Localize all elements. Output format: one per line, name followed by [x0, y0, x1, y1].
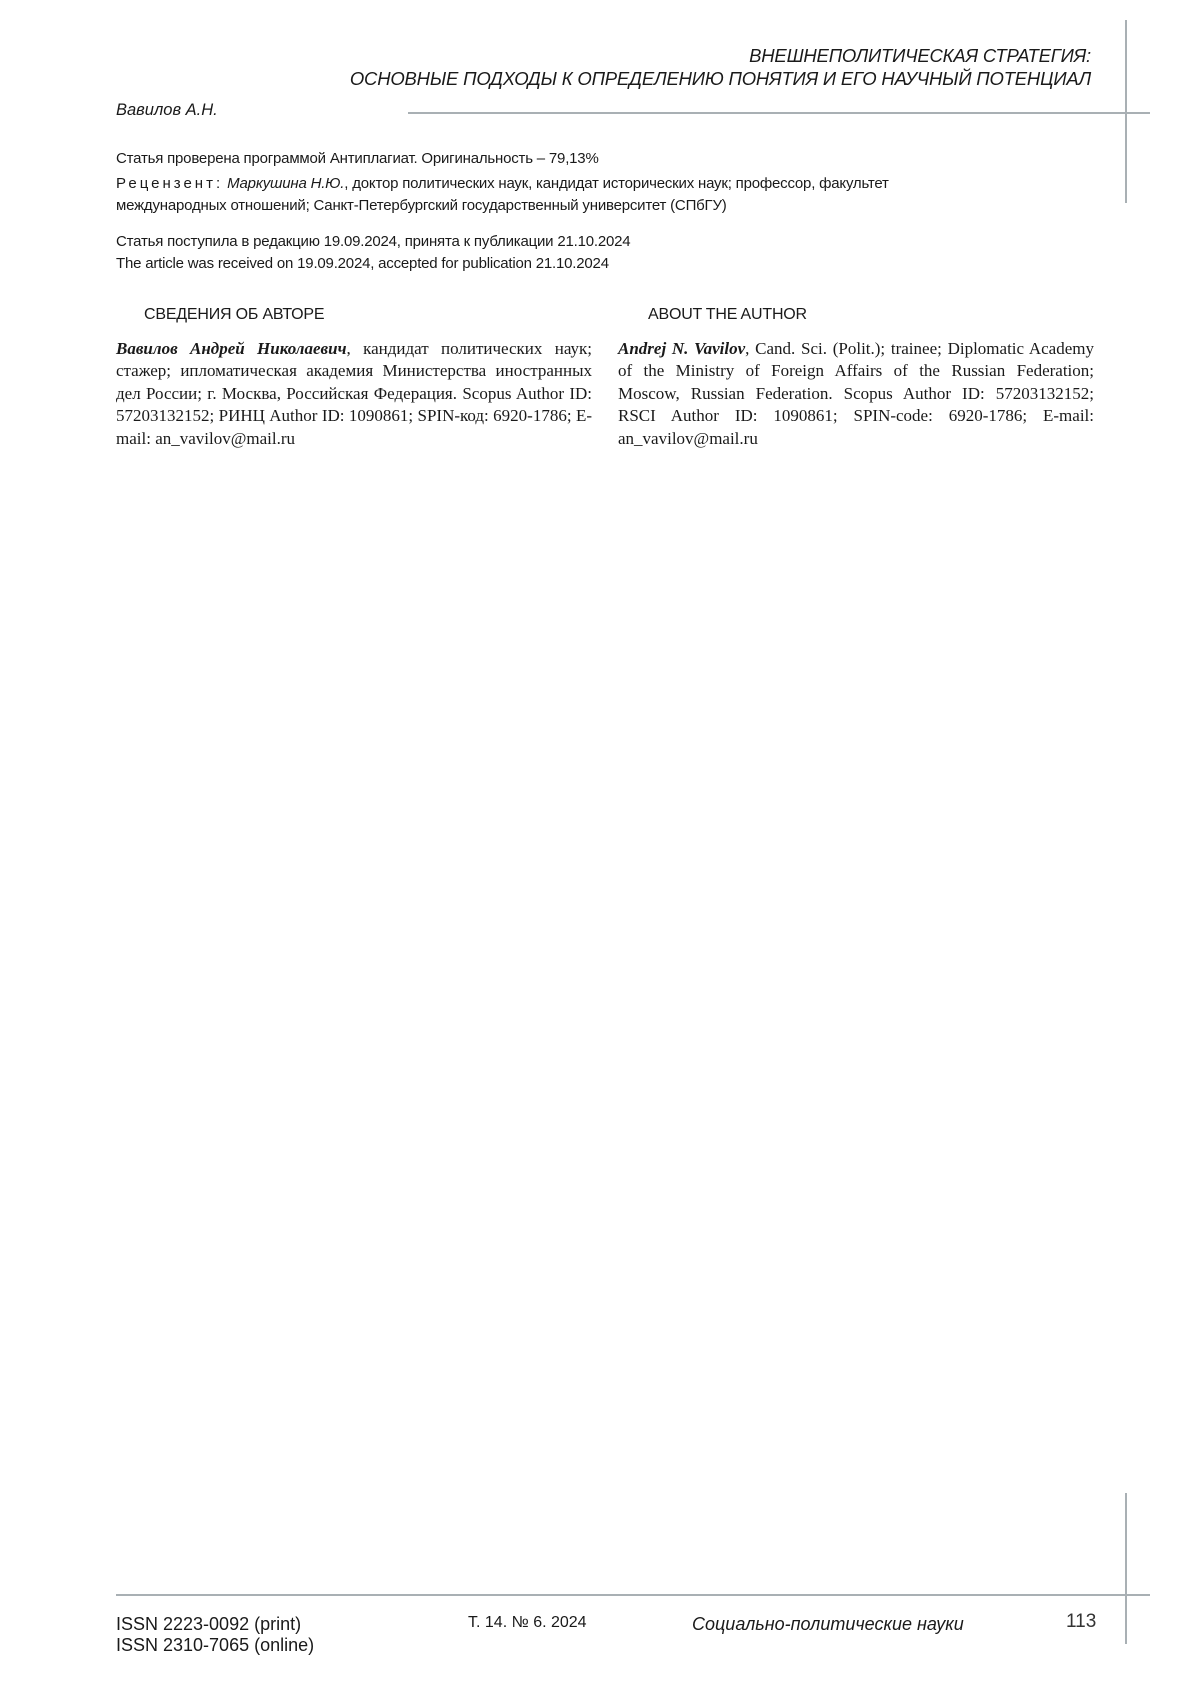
- reviewer-name: Маркушина Н.Ю.: [227, 175, 345, 192]
- reviewer-details-2: международных отношений; Санкт-Петербургский государственный университет (СПбГУ): [116, 197, 727, 214]
- received-en: The article was received on 19.09.2024, accepted for publication 21.10.2024: [116, 255, 609, 272]
- author-en-heading: ABOUT THE AUTHOR: [648, 306, 807, 323]
- author-en-details: , Cand. Sci. (Polit.); trainee; Diplomatic Academy of the Ministry of Foreign Affairs of the Russian Federation; Moscow, Russian Federation. Scopus Author ID: 57203132152; RSCI Author ID: 1090861; SPIN-code: 6920-1786; E-mail: an_vavilov@mail.ru: [618, 339, 1094, 448]
- author-ru-details: , кандидат политических наук; стажер; ипломатическая академия Министерства иностранных дел России; г. Москва, Российская Федерация. Scopus Author ID: 57203132152; РИНЦ Author ID: 1090861; SPIN-код: 6920-1786; E-mail: an_vavilov@mail.ru: [116, 339, 592, 448]
- received-ru: Статья поступила в редакцию 19.09.2024, принята к публикации 21.10.2024: [116, 233, 631, 250]
- reviewer-block: [116, 173, 1076, 217]
- issn-print: ISSN 2223-0092 (print): [116, 1614, 302, 1634]
- author-ru-text: [116, 338, 592, 450]
- author-ru-name: Вавилов Андрей Николаевич: [116, 339, 347, 358]
- author-en-text: [618, 338, 1094, 450]
- running-header-line-1: ВНЕШНЕПОЛИТИЧЕСКАЯ СТРАТЕГИЯ:: [749, 45, 1091, 66]
- footer-issue: Т. 14. № 6. 2024: [468, 1614, 587, 1631]
- author-ru-heading: СВЕДЕНИЯ ОБ АВТОРЕ: [144, 306, 325, 323]
- running-header-title: [350, 44, 1091, 90]
- header-horizontal-rule: [408, 112, 1150, 114]
- running-header-line-2: ОСНОВНЫЕ ПОДХОДЫ К ОПРЕДЕЛЕНИЮ ПОНЯТИЯ И ЕГО НАУЧНЫЙ ПОТЕНЦИАЛ: [349, 68, 1091, 89]
- author-en-name: Andrej N. Vavilov: [618, 339, 746, 358]
- footer-horizontal-rule: [116, 1594, 1150, 1596]
- reviewer-label: Рецензент:: [116, 175, 224, 192]
- footer-issn: [116, 1614, 314, 1656]
- antiplagiat-text: Статья проверена программой Антиплагиат. Оригинальность – 79,13%: [116, 150, 599, 167]
- running-header-author: Вавилов А.Н.: [116, 101, 218, 119]
- antiplagiat-note: [116, 148, 1076, 170]
- footer-journal-name: Социально-политические науки: [692, 1614, 964, 1634]
- footer-vertical-rule: [1125, 1493, 1127, 1644]
- reviewer-details-1: , доктор политических наук, кандидат исторических наук; профессор, факультет: [344, 175, 889, 192]
- received-block: [116, 231, 1076, 275]
- issn-online: ISSN 2310-7065 (online): [116, 1635, 315, 1655]
- page-number: 113: [1066, 1611, 1097, 1632]
